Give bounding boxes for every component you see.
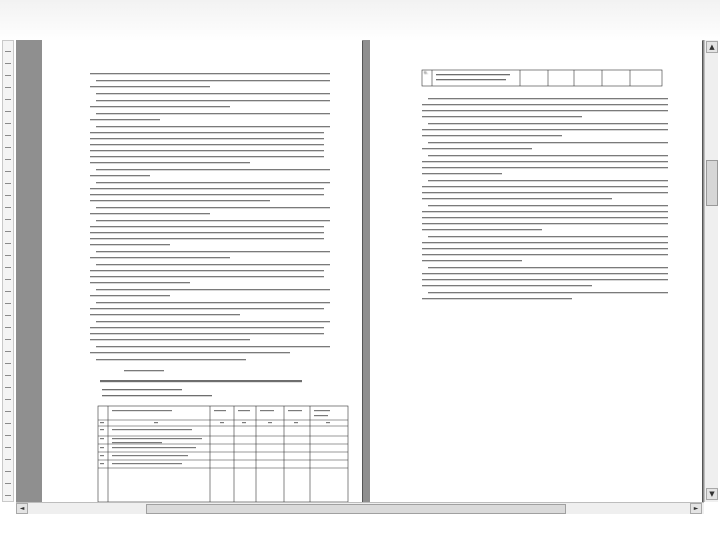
vertical-scroll-thumb[interactable] <box>706 160 718 206</box>
table-row-number: 6. <box>424 71 429 76</box>
scroll-down-button[interactable]: ▼ <box>706 488 718 500</box>
horizontal-scrollbar[interactable] <box>16 502 704 514</box>
page-text-lines-right <box>370 40 702 502</box>
document-area[interactable] <box>16 40 704 502</box>
form-table <box>42 40 362 502</box>
vertical-scrollbar[interactable] <box>704 40 718 502</box>
toolbar-area <box>0 0 720 42</box>
scroll-up-button[interactable]: ▲ <box>706 41 718 53</box>
scroll-right-button[interactable]: ► <box>690 503 702 514</box>
status-area <box>0 514 720 540</box>
horizontal-scroll-thumb[interactable] <box>146 504 566 514</box>
document-page-right[interactable] <box>370 40 702 502</box>
vertical-ruler[interactable] <box>2 40 14 502</box>
scroll-left-button[interactable]: ◄ <box>16 503 28 514</box>
document-page-left[interactable] <box>42 40 362 502</box>
